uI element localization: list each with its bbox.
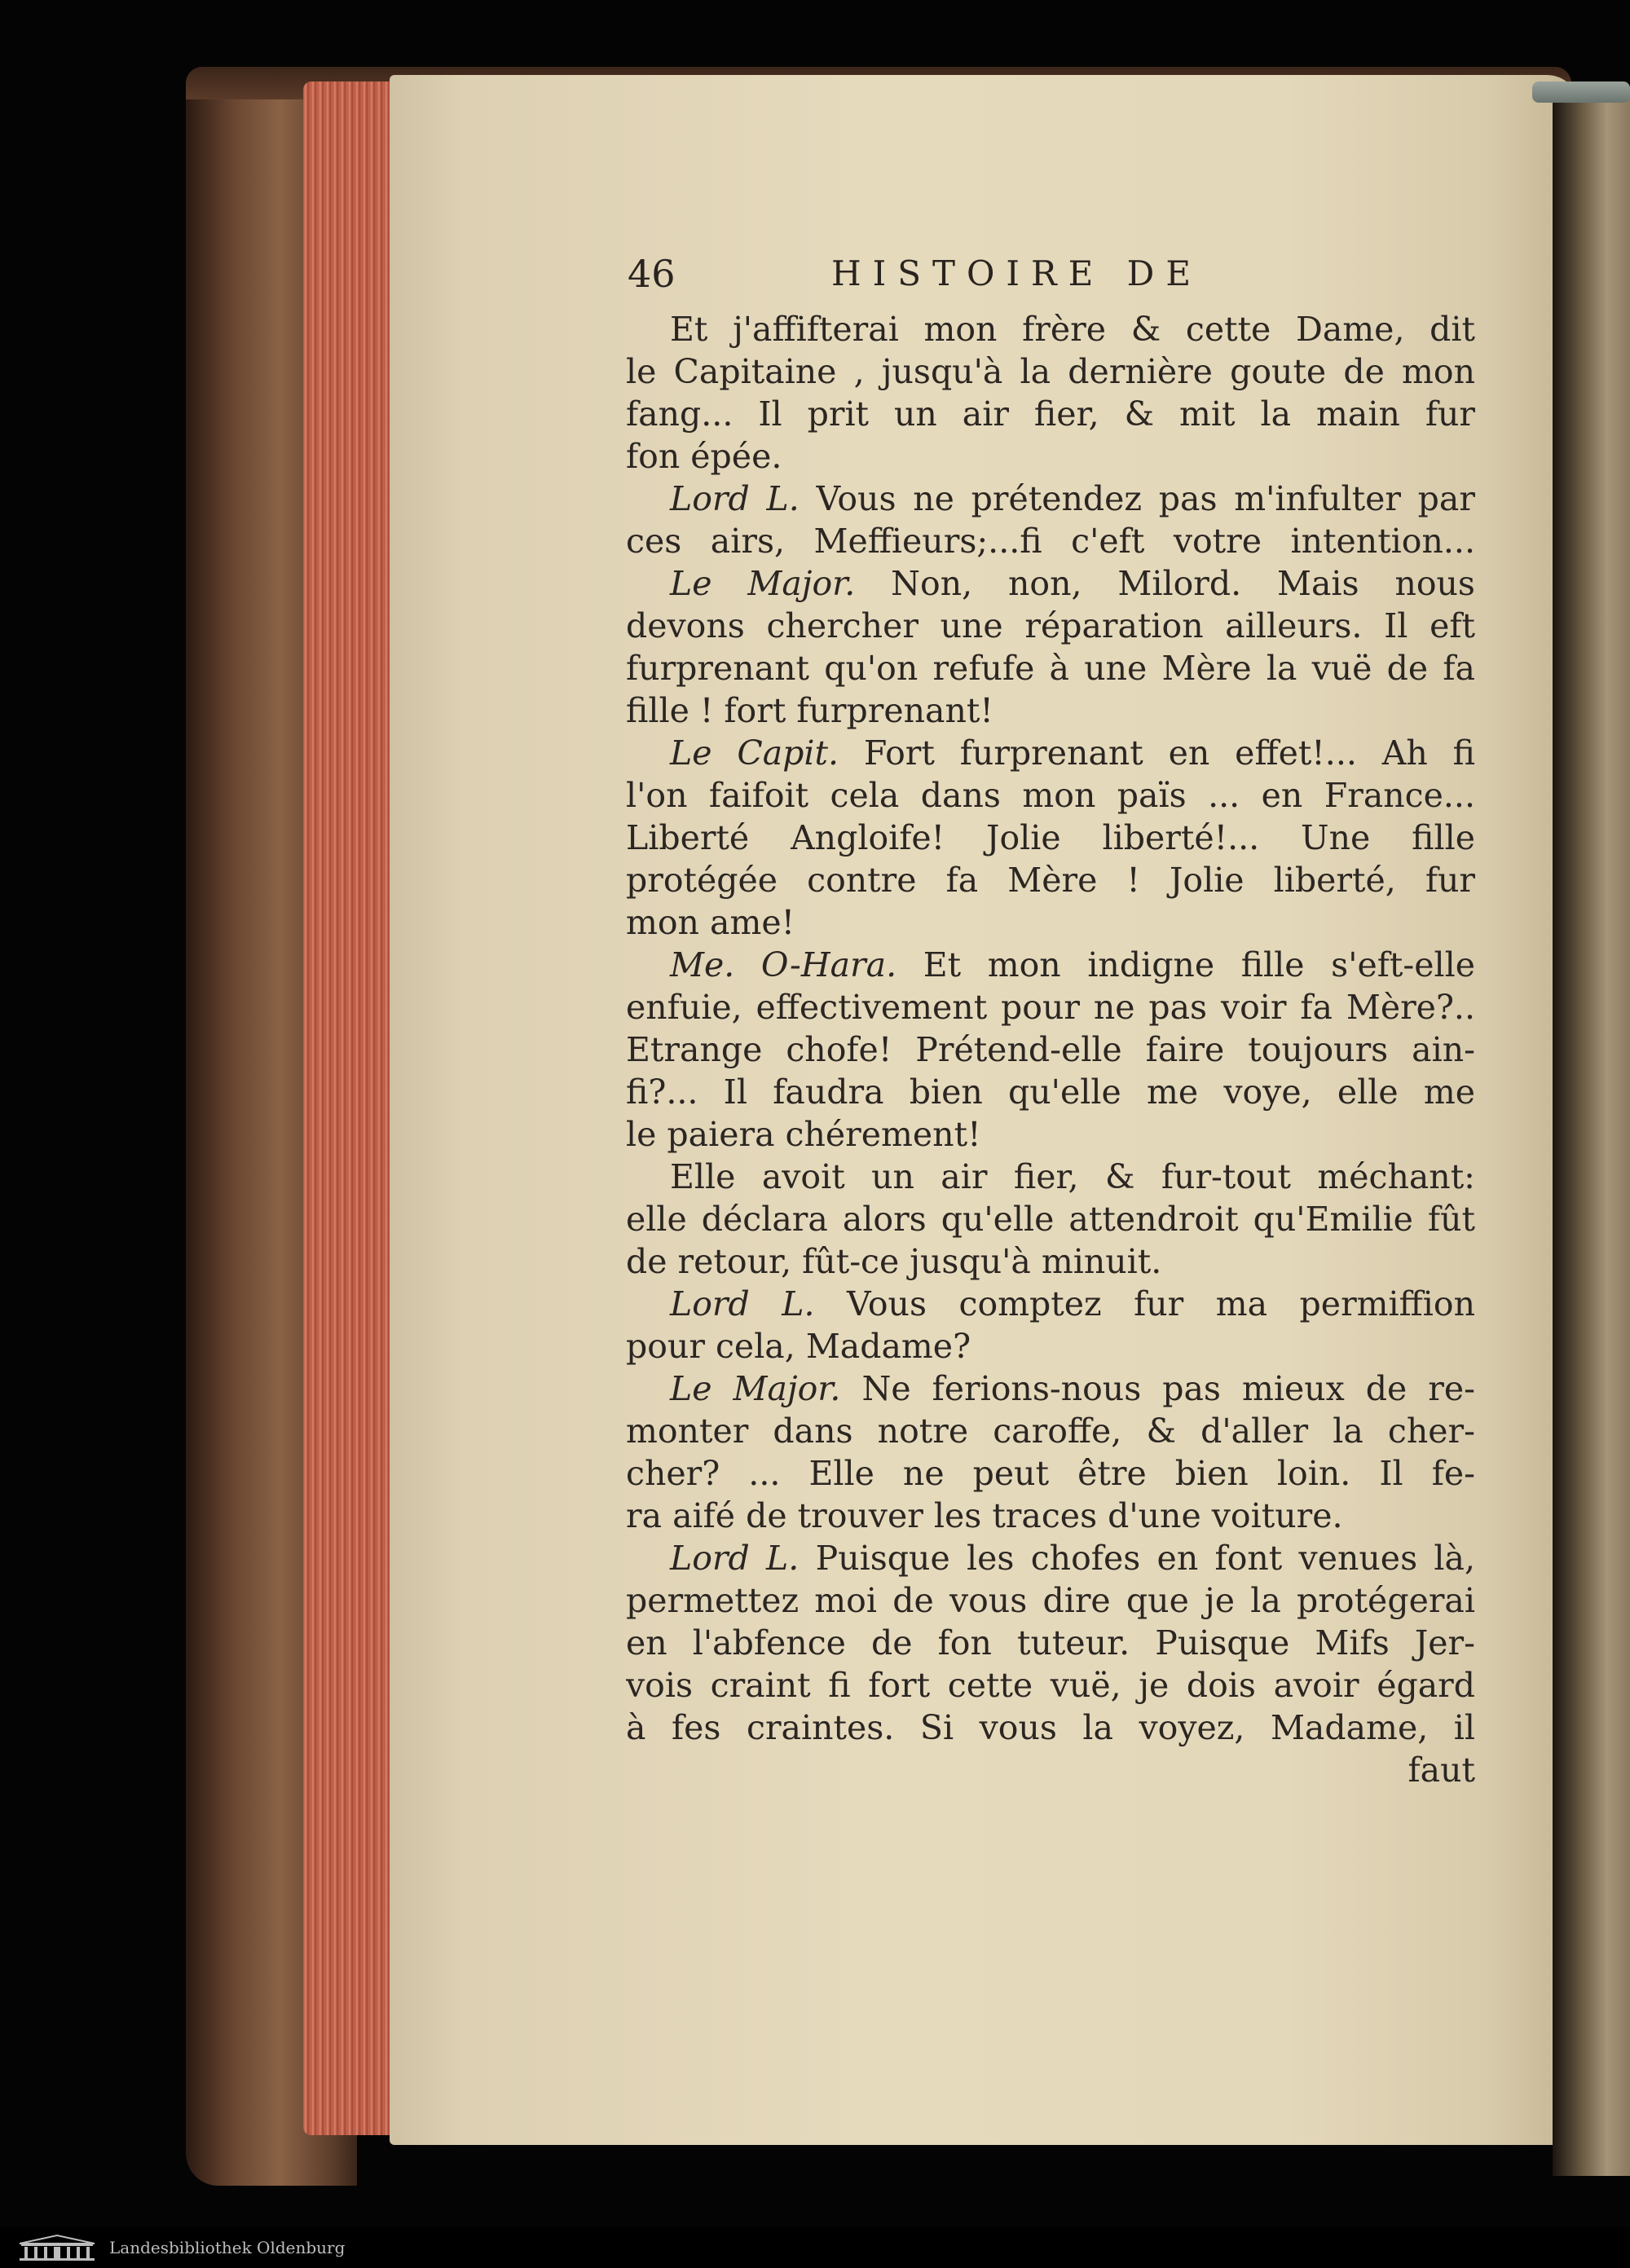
text-line: enfuie, effectivement pour ne pas voir fa Mère?.. — [626, 988, 1475, 1027]
page-edges — [303, 81, 394, 2135]
text-line: de retour, fût-ce jusqu'à minuit. — [626, 1242, 1162, 1281]
text-line: fi?... Il faudra bien qu'elle me voye, elle me — [626, 1072, 1475, 1112]
speaker: Le Major. — [670, 564, 856, 603]
text-line: Et j'affifterai mon frère & cette Dame, dit — [670, 310, 1475, 349]
text-span: Ne ferions-nous pas mieux de re- — [861, 1369, 1475, 1408]
text-line: fille ! fort furprenant! — [626, 691, 993, 730]
text-line: furprenant qu'on refufe à une Mère la vuë de fa — [626, 649, 1475, 688]
text-line: Liberté Angloife! Jolie liberté!... Une fille — [626, 818, 1475, 857]
speaker: Le Major. — [670, 1369, 841, 1408]
library-building-icon — [16, 2234, 98, 2261]
page-header — [628, 249, 1475, 298]
text-line — [626, 562, 1475, 605]
text-line: le Capitaine , jusqu'à la dernière goute de mon — [626, 352, 1475, 391]
text-line — [626, 732, 1475, 774]
catchword: faut — [1408, 1751, 1475, 1790]
speaker: Lord L. — [670, 479, 800, 518]
speaker: Le Capit. — [670, 733, 839, 773]
library-footer — [0, 2227, 1630, 2268]
text-line: monter dans notre caroffe, & d'aller la cher- — [626, 1411, 1475, 1451]
text-line: à fes craintes. Si vous la voyez, Madame, il — [626, 1708, 1475, 1747]
text-line — [626, 944, 1475, 986]
text-line: cher? ... Elle ne peut être bien loin. Il fe- — [626, 1454, 1475, 1493]
text-line: Elle avoit un air fier, & fur-tout méchant: — [670, 1157, 1475, 1196]
text-line: en l'abfence de fon tuteur. Puisque Mifs Jer- — [626, 1623, 1475, 1662]
text-line — [626, 1283, 1475, 1325]
text-line: ces airs, Meffieurs;...fi c'eft votre intention... — [626, 522, 1475, 561]
text-line: pour cela, Madame? — [626, 1327, 971, 1366]
text-line: vois craint fi fort cette vuë, je dois avoir égard — [626, 1666, 1475, 1705]
text-line: elle déclara alors qu'elle attendroit qu'Emilie fût — [626, 1200, 1475, 1239]
library-name: Landesbibliothek Oldenburg — [109, 2238, 346, 2257]
page-body — [626, 308, 1475, 1791]
text-line: mon ame! — [626, 903, 795, 942]
text-span: Et mon indigne fille s'eft-elle — [923, 945, 1475, 984]
text-span: Fort furprenant en effet!... Ah fi — [863, 733, 1475, 773]
text-span: Vous comptez fur ma permiffion — [847, 1284, 1475, 1323]
running-head: HISTOIRE DE — [831, 253, 1202, 293]
speaker: Lord L. — [670, 1539, 800, 1578]
text-line: ra aifé de trouver les traces d'une voiture. — [626, 1496, 1343, 1535]
text-line — [626, 478, 1475, 520]
text-line — [626, 1537, 1475, 1579]
text-line: fang... Il prit un air fier, & mit la main fur — [626, 394, 1475, 434]
text-line — [626, 1367, 1475, 1410]
text-line: Etrange chofe! Prétend-elle faire toujours ain- — [626, 1030, 1475, 1069]
speaker: Lord L. — [670, 1284, 815, 1323]
speaker: Me. O-Hara. — [670, 945, 897, 984]
text-line: le paiera chérement! — [626, 1115, 981, 1154]
text-line: l'on faifoit cela dans mon païs ... en France... — [626, 776, 1475, 815]
text-line: devons chercher une réparation ailleurs. Il eft — [626, 606, 1475, 645]
clasp — [1532, 81, 1630, 103]
book-gutter-right — [1553, 90, 1630, 2176]
page-number: 46 — [628, 252, 676, 296]
text-span: Vous ne prétendez pas m'infulter par — [816, 479, 1475, 518]
text-line: permettez moi de vous dire que je la protégerai — [626, 1581, 1475, 1620]
text-span: Puisque les chofes en font venues là, — [815, 1539, 1475, 1578]
text-line: protégée contre fa Mère ! Jolie liberté, fur — [626, 861, 1475, 900]
text-line: fon épée. — [626, 437, 782, 476]
text-span: Non, non, Milord. Mais nous — [891, 564, 1475, 603]
